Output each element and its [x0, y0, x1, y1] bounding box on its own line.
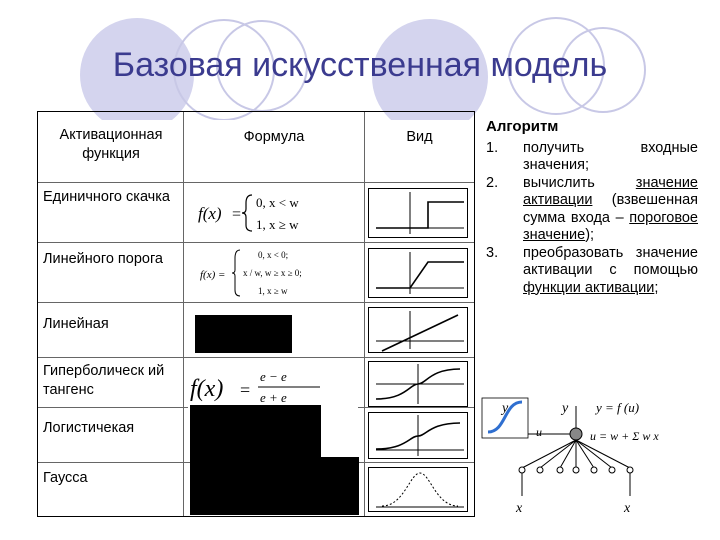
algorithm-steps — [486, 140, 698, 298]
table-divider — [38, 357, 474, 358]
algorithm-term: функции активации — [523, 279, 655, 296]
svg-text:u: u — [536, 425, 542, 439]
svg-text:x: x — [516, 501, 523, 516]
formula-linear-threshold-image — [198, 246, 358, 300]
graph-tanh — [368, 361, 468, 407]
algorithm-text: ); — [585, 227, 595, 243]
algorithm-step — [486, 245, 698, 298]
row-name-linear: Линейная — [43, 316, 109, 332]
formula-tanh-image — [188, 366, 358, 408]
svg-text:x / w, w ≥ x ≥ 0;: x / w, w ≥ x ≥ 0; — [243, 268, 302, 278]
row-name-logistic: Логистичекая — [43, 420, 135, 436]
svg-text:y: y — [562, 401, 569, 416]
svg-text:e + e: e + e — [260, 390, 287, 405]
graph-linear — [368, 307, 468, 353]
graph-step — [368, 188, 468, 238]
svg-text:1, x ≥ w: 1, x ≥ w — [256, 217, 299, 232]
svg-text:=: = — [232, 206, 242, 223]
algorithm-step-number: 2. — [486, 174, 499, 191]
graph-gauss — [368, 467, 468, 512]
table-divider — [38, 182, 474, 183]
slide-title: Базовая искусственная модель — [112, 46, 608, 84]
svg-text:y = f (u): y = f (u) — [596, 400, 640, 415]
svg-text:f(x): f(x) — [198, 204, 222, 223]
algorithm-step-text — [523, 245, 698, 298]
redacted-block — [321, 457, 359, 515]
graph-logistic — [368, 412, 468, 459]
algorithm-text: (взвешенная сумма входа – — [523, 192, 698, 226]
svg-text:0, x < 0;: 0, x < 0; — [258, 250, 289, 260]
row-name-gauss: Гаусса — [43, 470, 88, 486]
svg-text:1, x ≥ w: 1, x ≥ w — [258, 286, 288, 296]
algorithm-step-number: 3. — [486, 244, 499, 261]
svg-text:f(x): f(x) — [190, 376, 224, 402]
algorithm-panel — [486, 118, 698, 297]
row-name-tanh: Гиперболическ ий тангенс — [43, 363, 165, 398]
algorithm-step-text — [523, 140, 698, 175]
svg-text:y: y — [502, 401, 509, 416]
algorithm-text: вычислить — [523, 174, 636, 191]
table-divider — [183, 112, 184, 516]
algorithm-term: пороговое значение — [523, 209, 698, 243]
svg-text:=: = — [240, 380, 251, 400]
table-divider — [364, 112, 365, 516]
algorithm-text: получить входные значения; — [523, 139, 698, 173]
row-name-linear-threshold: Линейного порога — [43, 251, 164, 267]
svg-text:u = w + Σ w x: u = w + Σ w x — [590, 429, 659, 443]
algorithm-step-number: 1. — [486, 139, 499, 156]
algorithm-text: преобразовать значение активации с помощью — [523, 244, 698, 278]
svg-text:x: x — [624, 501, 631, 516]
table-divider — [38, 302, 474, 303]
graph-linear-threshold — [368, 248, 468, 298]
redacted-block — [195, 315, 292, 353]
neuron-diagram — [476, 388, 700, 523]
formula-step-image — [196, 189, 356, 237]
svg-text:f(x) =: f(x) = — [200, 269, 226, 281]
redacted-block — [190, 405, 321, 515]
algorithm-step — [486, 140, 698, 175]
algorithm-heading: Алгоритм — [486, 118, 559, 135]
algorithm-step-text — [523, 175, 698, 245]
svg-text:0, x < w: 0, x < w — [256, 195, 299, 210]
header-formula: Формула — [243, 129, 305, 145]
header-view: Вид — [406, 129, 433, 145]
algorithm-term: значение активации — [523, 174, 698, 208]
row-name-step: Единичного скачка — [43, 189, 170, 205]
table-divider — [38, 242, 474, 243]
svg-text:e − e: e − e — [260, 369, 287, 384]
algorithm-text: ; — [654, 279, 659, 296]
header-activation-function: Активационная функция — [59, 127, 163, 162]
algorithm-step — [486, 175, 698, 245]
